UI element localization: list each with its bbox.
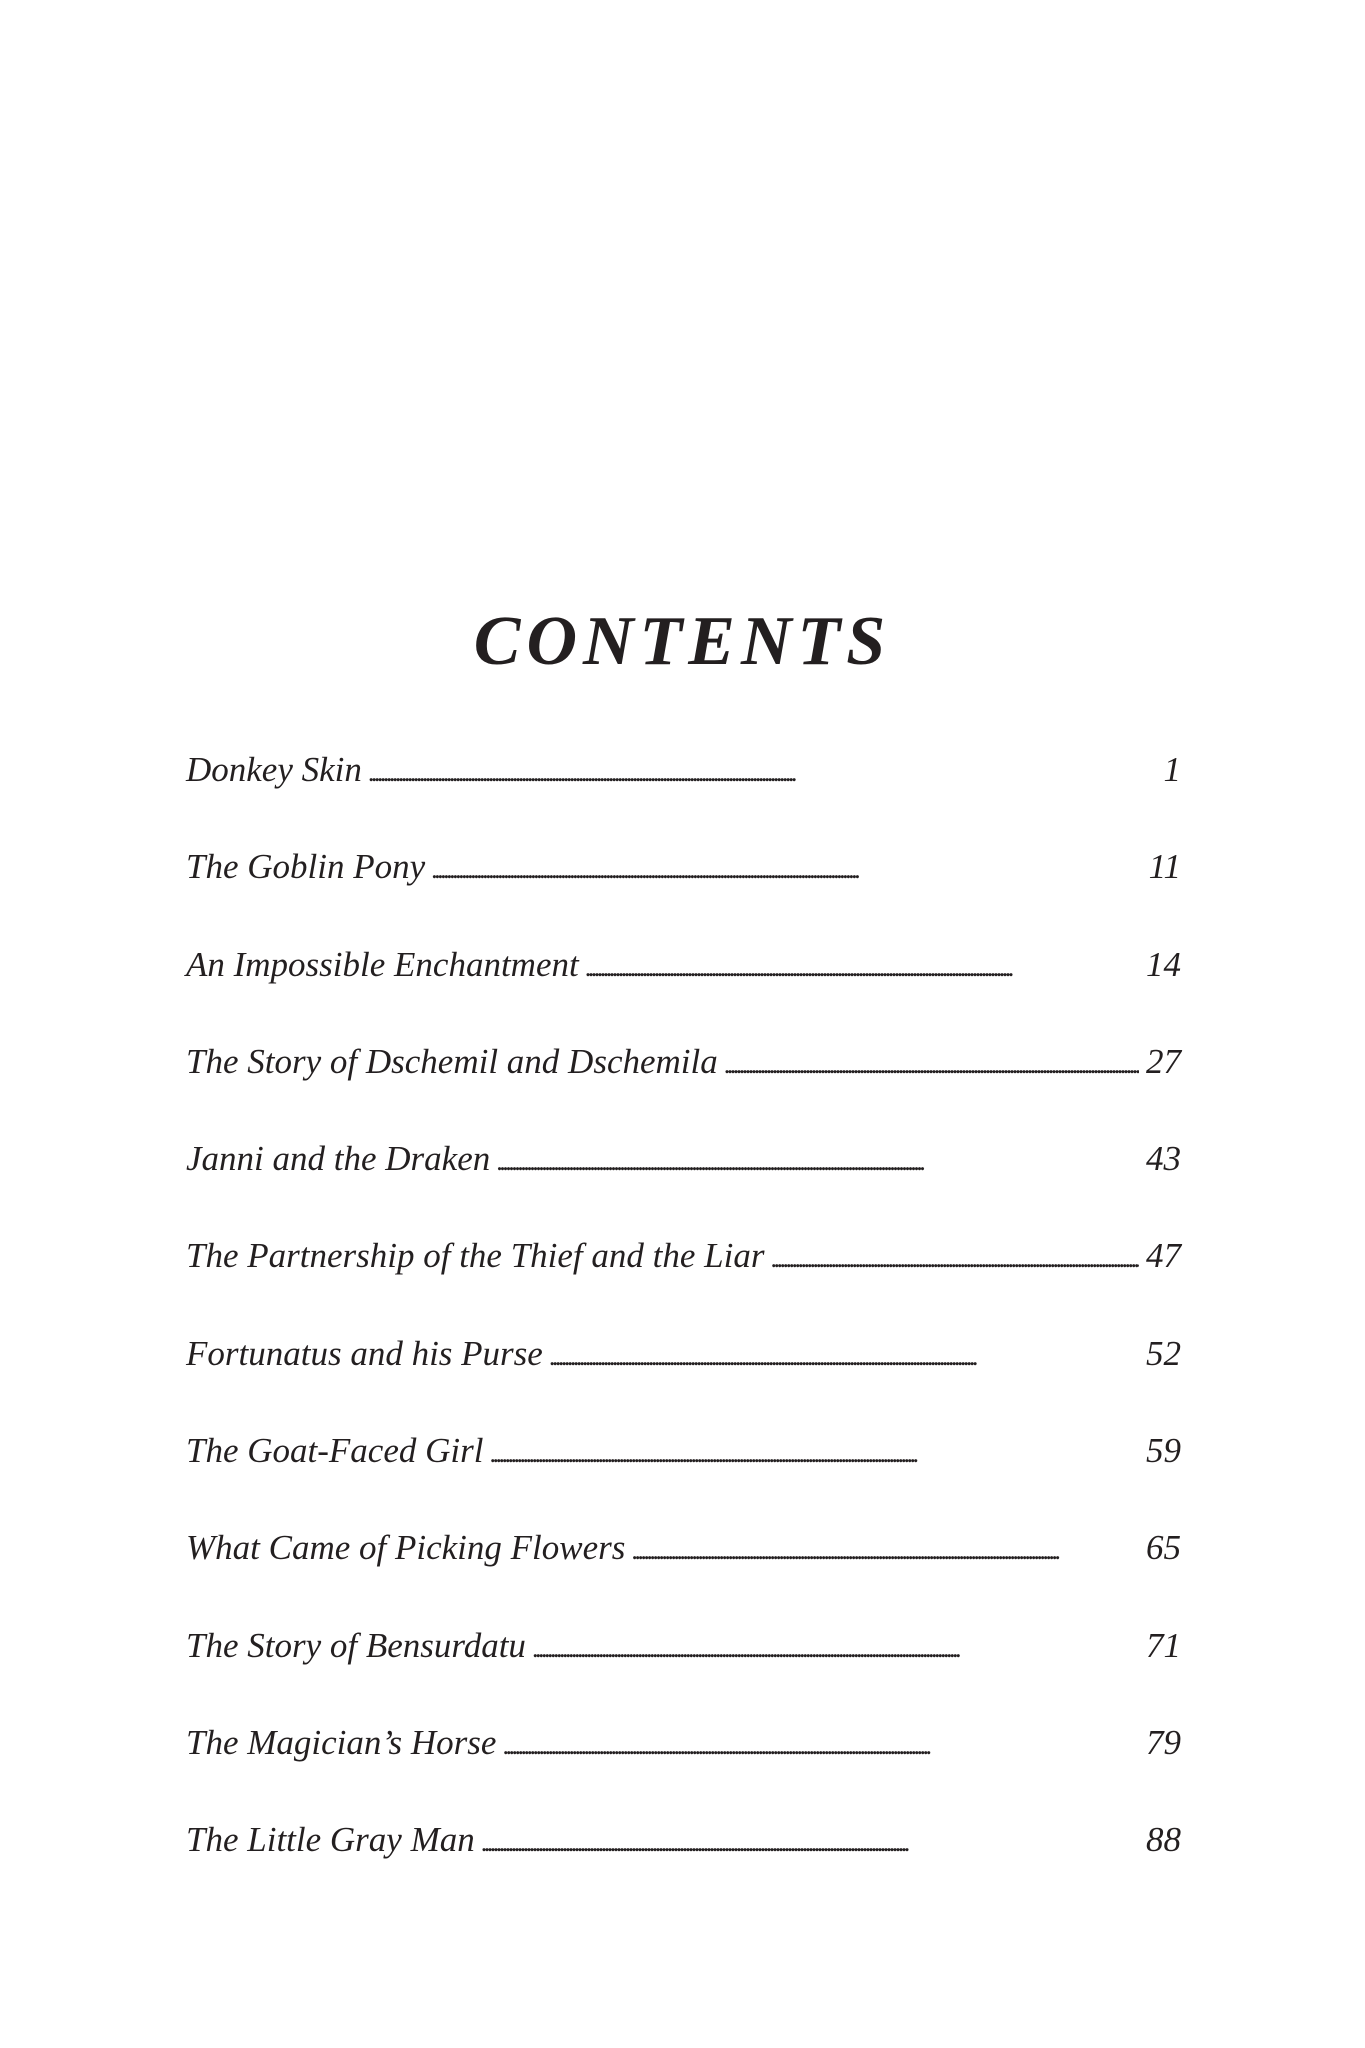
toc-entry-title: Donkey Skin <box>186 750 362 789</box>
toc-entry-page: 79 <box>1146 1722 1181 1762</box>
toc-entry-page: 27 <box>1146 1041 1181 1081</box>
dot-leader <box>532 1636 1139 1671</box>
toc-entry <box>186 1433 1181 1530</box>
toc-entry-title: The Goat-Faced Girl <box>186 1431 484 1471</box>
toc-entry <box>186 752 1181 849</box>
dot-leader <box>724 1052 1139 1087</box>
toc-entry-page: 52 <box>1146 1333 1181 1373</box>
toc-entry-title: The Story of Bensurdatu <box>186 1625 526 1665</box>
toc-entry <box>186 1238 1181 1335</box>
toc-entry-title: The Partnership of the Thief and the Liar <box>186 1236 765 1276</box>
dot-leader <box>631 1538 1139 1573</box>
toc-entry <box>186 1530 1181 1627</box>
toc-entry <box>186 1141 1181 1238</box>
dot-leader <box>549 1344 1139 1379</box>
toc-entry <box>186 944 1181 1044</box>
dot-leader <box>368 760 1139 795</box>
toc-entry-page: 1 <box>1163 750 1181 789</box>
toc-entry <box>186 849 1181 946</box>
dot-leader <box>489 1441 1139 1476</box>
toc-entry-page: 59 <box>1146 1431 1181 1471</box>
toc-entry <box>186 1041 1181 1141</box>
dot-leader <box>585 955 1139 990</box>
contents-heading: CONTENTS <box>473 602 892 680</box>
toc-entry <box>186 1625 1181 1725</box>
dot-leader <box>502 1733 1139 1768</box>
dot-leader <box>770 1246 1139 1281</box>
table-of-contents <box>186 752 1181 1920</box>
toc-entry-page: 43 <box>1146 1139 1181 1179</box>
dot-leader <box>496 1149 1139 1184</box>
toc-entry-title: The Story of Dschemil and Dschemila <box>186 1041 718 1081</box>
toc-entry-title: The Magician’s Horse <box>186 1722 497 1762</box>
toc-entry-title: Janni and the Draken <box>186 1139 491 1179</box>
toc-entry-title: Fortunatus and his Purse <box>186 1333 543 1373</box>
toc-entry <box>186 1333 1181 1433</box>
toc-entry <box>186 1822 1181 1919</box>
dot-leader <box>481 1830 1139 1865</box>
toc-entry-title: The Little Gray Man <box>186 1820 475 1860</box>
toc-entry-page: 71 <box>1146 1625 1181 1665</box>
toc-entry-page: 65 <box>1146 1528 1181 1568</box>
toc-entry <box>186 1722 1181 1822</box>
toc-entry-page: 88 <box>1146 1820 1181 1860</box>
dot-leader <box>431 857 1139 892</box>
toc-entry-page: 14 <box>1146 944 1181 984</box>
toc-entry-title: The Goblin Pony <box>186 847 426 887</box>
toc-entry-title: What Came of Picking Flowers <box>186 1528 626 1568</box>
toc-entry-page: 11 <box>1148 847 1181 887</box>
toc-entry-title: An Impossible Enchantment <box>186 944 579 984</box>
toc-entry-page: 47 <box>1146 1236 1181 1276</box>
